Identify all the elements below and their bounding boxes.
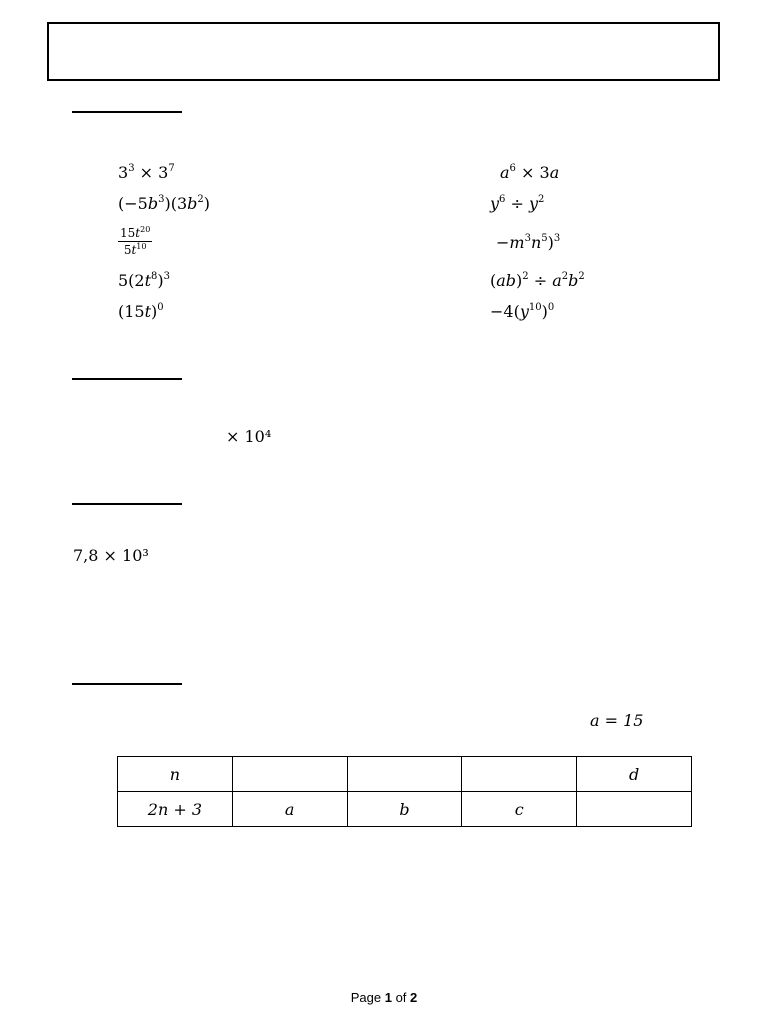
section-rule-3 <box>72 503 182 505</box>
expr-y6-div-y2: $y^6 \div y^2$ <box>490 194 545 213</box>
expr-neg4-y10-pow0: $-4(y^{10})^0$ <box>490 302 555 321</box>
table-row <box>118 792 692 827</box>
given-a-equals-15: a = 15 <box>590 711 644 730</box>
table-cell <box>347 757 462 792</box>
table-row <box>118 757 692 792</box>
header-box <box>47 22 720 81</box>
table-cell: d <box>577 757 692 792</box>
table-cell <box>232 757 347 792</box>
page-footer <box>0 990 768 1005</box>
section-rule-4 <box>72 683 182 685</box>
expr-neg5b3-3b2: $(-5b^3)(3b^2)$ <box>118 194 210 213</box>
section-rule-2 <box>72 378 182 380</box>
table-cell: n <box>118 757 233 792</box>
table-cell <box>462 757 577 792</box>
expr-fraction-15t20-5t10: $\frac{15t^{20}}{5t^{10}}$ <box>120 225 151 257</box>
expr-7-8-times-10-pow3: 7,8 × 10³ <box>73 546 149 565</box>
expr-a6-times-3a: $a^6 \times 3a$ <box>500 163 560 182</box>
table-cell: a <box>232 792 347 827</box>
table-cell: 2n + 3 <box>118 792 233 827</box>
expr-3cubed-times-3pow7: $3^3 \times 3^7$ <box>118 163 175 182</box>
expr-ab2-div-a2b2: $(ab)^2 \div a^2b^2$ <box>490 271 585 290</box>
expr-times-10-pow4: × 10⁴ <box>226 427 272 446</box>
footer-total-pages: 2 <box>410 990 418 1005</box>
table-cell: c <box>462 792 577 827</box>
table-cell: b <box>347 792 462 827</box>
expr-15t-pow0: $(15t)^0$ <box>118 302 164 321</box>
footer-page-label: Page <box>350 990 382 1005</box>
table-cell <box>577 792 692 827</box>
sequence-table <box>117 756 692 827</box>
section-rule-1 <box>72 111 182 113</box>
footer-current-page: 1 <box>384 990 392 1005</box>
expr-neg-m3n5-cubed: $-m^3n^5)^3$ <box>496 233 561 252</box>
expr-5-2t8-cubed: $5(2t^8)^3$ <box>118 271 171 290</box>
footer-of-label: of <box>395 990 407 1005</box>
